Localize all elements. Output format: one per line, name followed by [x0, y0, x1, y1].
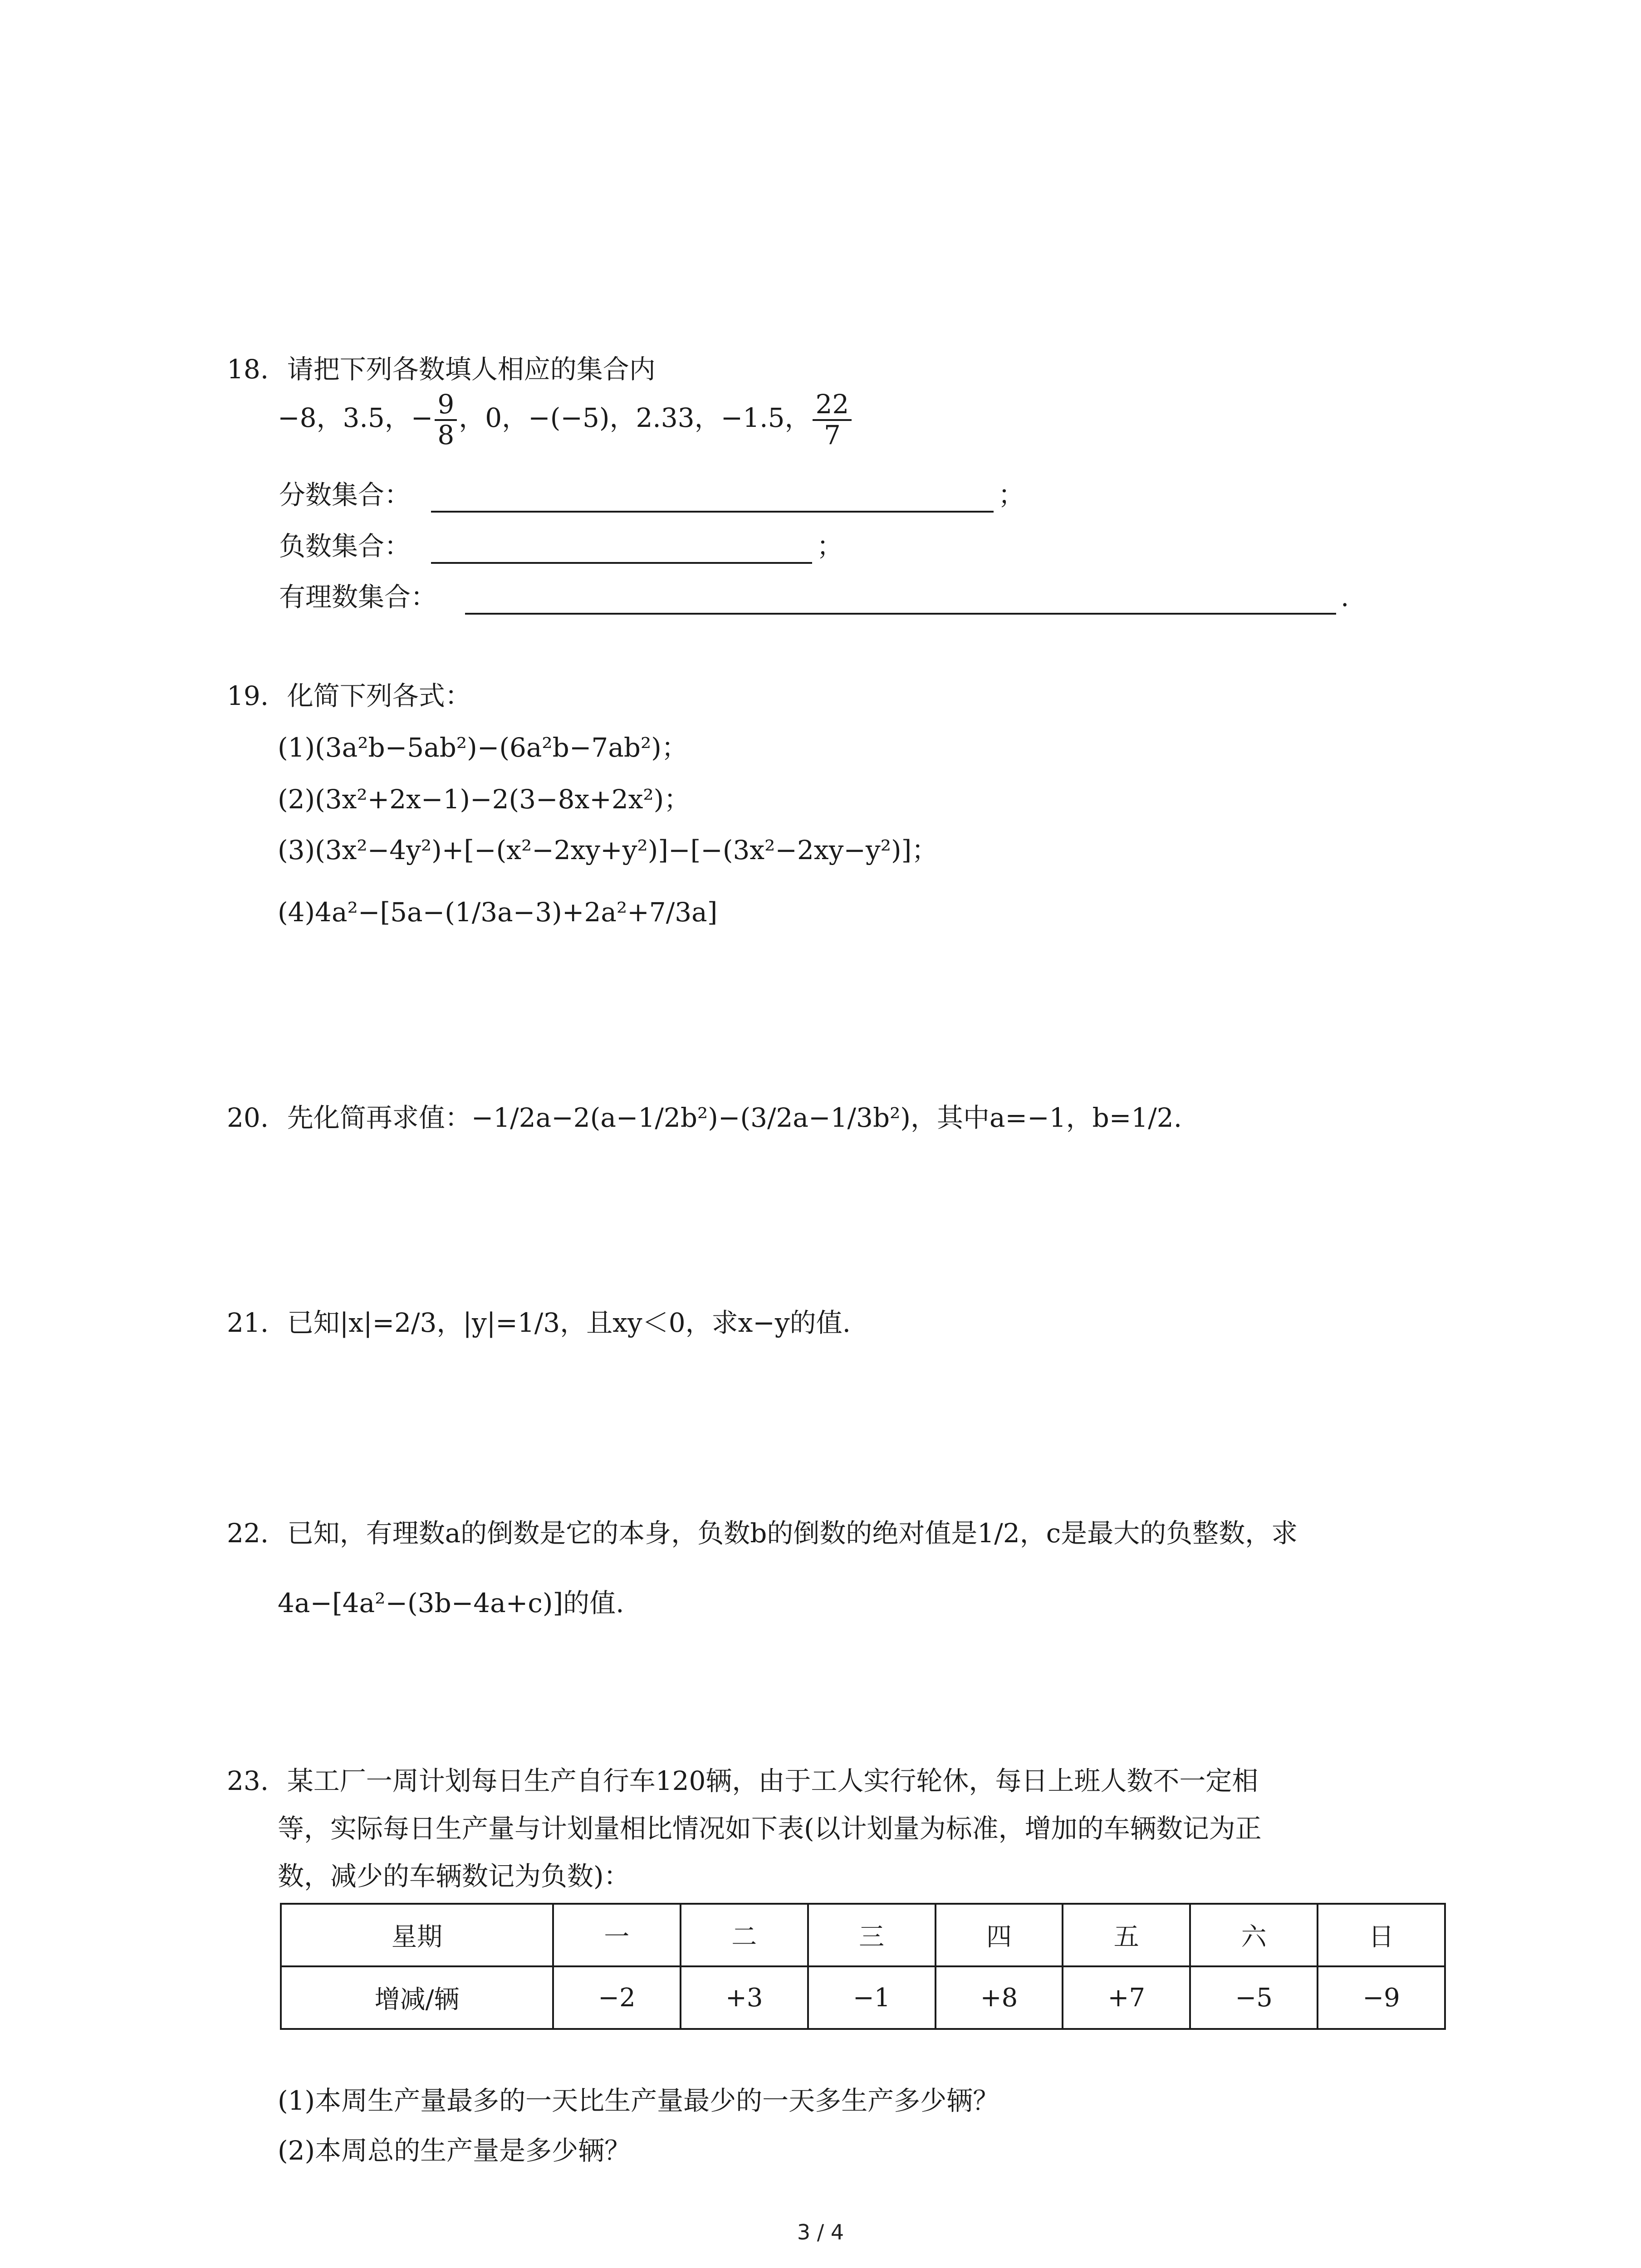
q20-number: 20.: [227, 1102, 269, 1133]
q18-fraction-set-end: ；: [998, 479, 1025, 510]
table-cell-value: +8: [936, 1966, 1063, 2029]
q21-text: 已知|x|=2/3，|y|=1/3，且xy＜0，求x−y的值.: [287, 1307, 851, 1338]
q18-rational-set-blank[interactable]: [465, 613, 1336, 615]
q18-negative-set-label: 负数集合：: [279, 531, 411, 562]
q18-prompt: 请把下列各数填人相应的集合内: [287, 354, 656, 385]
q19-item-3: (3)(3x²−4y²)+[−(x²−2xy+y²)]−[−(3x²−2xy−y²)]；: [278, 835, 938, 865]
q22-text-1: 已知，有理数a的倒数是它的本身，负数b的倒数的绝对值是1/2，c是最大的负整数，求: [287, 1518, 1298, 1549]
table-cell-day: 一: [553, 1904, 681, 1966]
q18-numbers-part2: ，0，−(−5)，2.33，−1.5，: [459, 402, 811, 433]
q18-negative-set-blank[interactable]: [431, 562, 812, 564]
q19-item-2: (2)(3x²+2x−1)−2(3−8x+2x²)；: [278, 784, 691, 815]
q23-line-2: 等，实际每日生产量与计划量相比情况如下表(以计划量为标准，增加的车辆数记为正: [278, 1813, 1262, 1844]
fraction-denominator: 8: [437, 419, 455, 450]
table-cell-day: 三: [808, 1904, 936, 1966]
table-cell-day: 日: [1318, 1904, 1445, 1966]
table-cell-day: 五: [1063, 1904, 1190, 1966]
q18-fraction-set-blank[interactable]: [431, 511, 994, 513]
q18-rational-set-end: .: [1341, 582, 1349, 612]
q21-line: [227, 1306, 851, 1339]
q23-number: 23.: [227, 1765, 269, 1796]
q18-header: [227, 353, 656, 386]
table-cell-value: +7: [1063, 1966, 1190, 2029]
q23-line-1: [227, 1765, 1258, 1797]
q18-fraction-22-7: [813, 390, 852, 450]
q23-subquestion-1: (1)本周生产量最多的一天比生产量最少的一天多生产多少辆？: [278, 2085, 999, 2116]
q22-number: 22.: [227, 1518, 269, 1549]
table-row-weekday: [281, 1904, 1445, 1966]
q18-rational-set-label: 有理数集合：: [279, 582, 437, 612]
q23-subquestion-2: (2)本周总的生产量是多少辆？: [278, 2135, 631, 2166]
q19-number: 19.: [227, 680, 269, 711]
table-cell-value: −5: [1190, 1966, 1318, 2029]
q19-item-4: (4)4a²−[5a−(1/3a−3)+2a²+7/3a]: [278, 897, 718, 928]
q21-number: 21.: [227, 1307, 269, 1338]
production-table: [280, 1903, 1446, 2030]
fraction-denominator: 7: [823, 419, 841, 450]
q22-line-1: [227, 1517, 1298, 1549]
q19-item-1: (1)(3a²b−5ab²)−(6a²b−7ab²)；: [278, 732, 688, 763]
q18-number-list: [278, 390, 853, 450]
q19-prompt: 化简下列各式：: [287, 680, 471, 711]
page-number: 3 / 4: [797, 2220, 844, 2244]
table-cell-day: 六: [1190, 1904, 1318, 1966]
table-cell-day: 二: [681, 1904, 808, 1966]
q18-fraction-9-8: [435, 390, 457, 450]
table-header-weekday: 星期: [281, 1904, 553, 1966]
fraction-numerator: 22: [813, 390, 852, 421]
table-header-change: 增减/辆: [281, 1966, 553, 2029]
table-row-change: [281, 1966, 1445, 2029]
q18-number: 18.: [227, 354, 269, 385]
q18-fraction-set-label: 分数集合：: [279, 479, 411, 510]
q19-header: [227, 679, 471, 712]
q18-negative-set-end: ；: [817, 531, 843, 562]
q18-numbers-part1: −8，3.5，−: [278, 402, 433, 433]
table-cell-value: −1: [808, 1966, 936, 2029]
fraction-numerator: 9: [435, 390, 457, 421]
q20-text: 先化简再求值：−1/2a−2(a−1/2b²)−(3/2a−1/3b²)，其中a=−1，b=1/2.: [287, 1102, 1182, 1133]
q23-line-3: 数，减少的车辆数记为负数)：: [278, 1861, 630, 1892]
q22-line-2: 4a−[4a²−(3b−4a+c)]的值.: [278, 1588, 624, 1618]
q23-text-1: 某工厂一周计划每日生产自行车120辆，由于工人实行轮休，每日上班人数不一定相: [287, 1765, 1259, 1796]
table-cell-value: −9: [1318, 1966, 1445, 2029]
table-cell-day: 四: [936, 1904, 1063, 1966]
q20-line: [227, 1101, 1182, 1134]
table-cell-value: +3: [681, 1966, 808, 2029]
table-cell-value: −2: [553, 1966, 681, 2029]
